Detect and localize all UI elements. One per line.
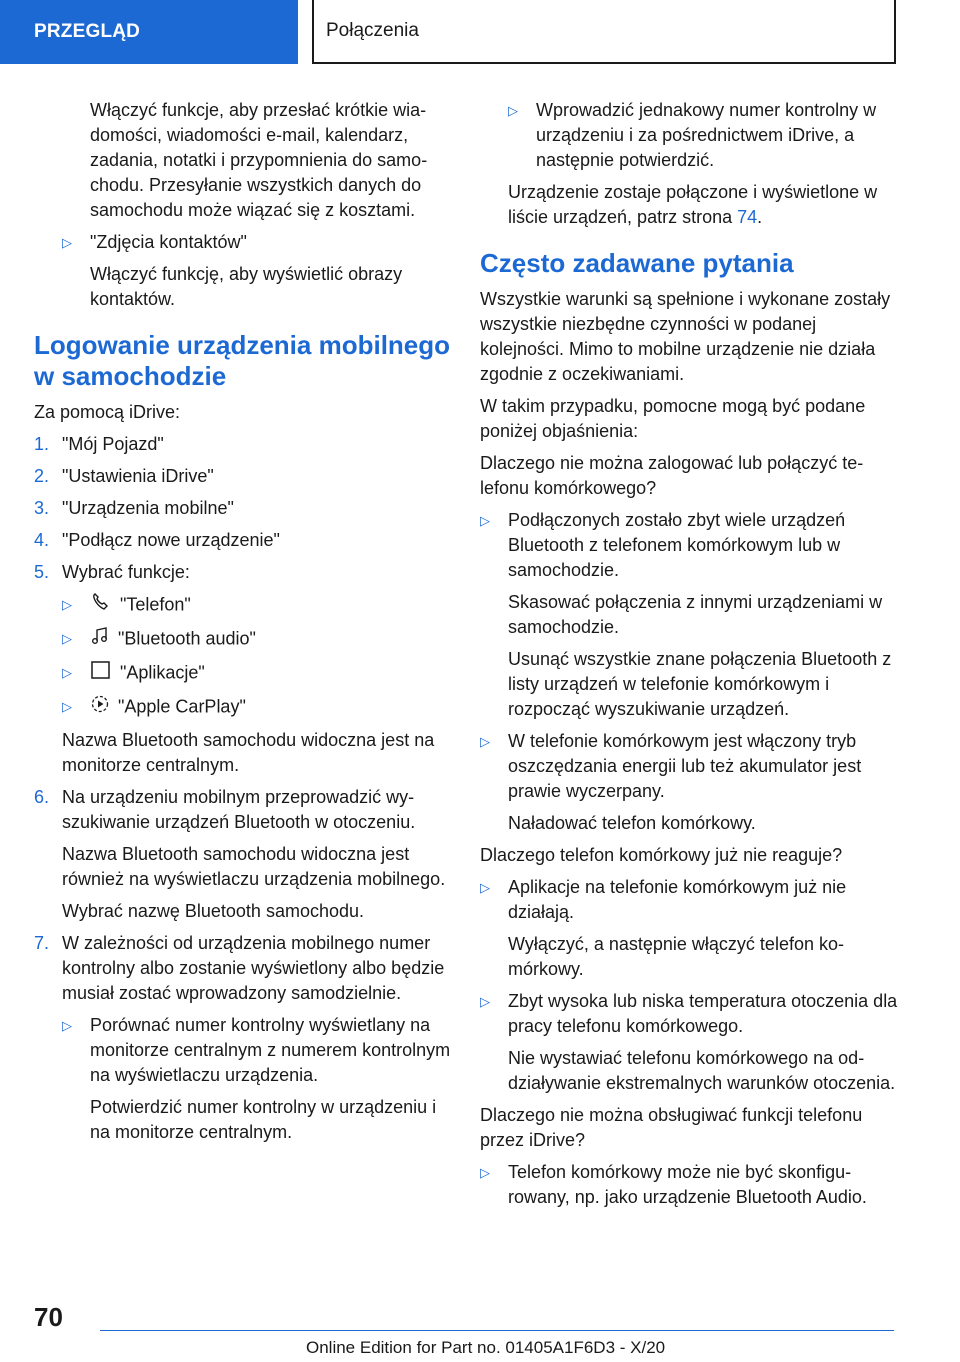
page-reference-link[interactable]: 74 bbox=[737, 207, 758, 227]
faq-question-2: Dlaczego telefon komórkowy już nie reaguje? bbox=[480, 845, 843, 865]
right-bullet-1-note: Urządzenie zostaje połączone i wyświetlone w liście urządzeń, patrz strona 74. bbox=[508, 182, 878, 227]
q2-bullet-1-note: Wyłączyć, a następnie włączyć telefon komórkowy. bbox=[508, 934, 844, 979]
triangle-bullet-icon: ▷ bbox=[480, 994, 490, 1009]
triangle-bullet-icon: ▷ bbox=[62, 699, 72, 714]
triangle-bullet-icon: ▷ bbox=[62, 631, 72, 646]
section-heading-faq: Często zadawane pytania bbox=[480, 248, 794, 278]
faq-question-1: Dlaczego nie można zalogować lub połączyć telefonu komórkowego? bbox=[480, 453, 864, 498]
triangle-bullet-icon: ▷ bbox=[62, 665, 72, 680]
step-3: 3. "Urządzenia mobilne" bbox=[34, 498, 234, 518]
triangle-bullet-icon: ▷ bbox=[62, 235, 72, 250]
via-idrive: Za pomocą iDrive: bbox=[34, 402, 181, 422]
step-2: 2. "Ustawienia iDrive" bbox=[34, 466, 214, 486]
right-bullet-1: ▷ Wprowadzić jednakowy numer kontrolny w urządzeniu i za pośrednictwem iDrive, a następnie potwierdzić. bbox=[508, 100, 877, 170]
q1-bullet-2-note: Naładować telefon komórkowy. bbox=[508, 813, 756, 833]
step-6: 6. Na urządzeniu mobilnym przeprowadzić wyszukiwanie urządzeń Bluetooth w otoczeniu. bbox=[34, 787, 416, 832]
faq-intro-2: W takim przypadku, pomocne mogą być podane poniżej objaśnienia: bbox=[480, 396, 866, 441]
faq-intro-1: Wszystkie warunki są spełnione i wykonane zostały wszystkie niezbędne czynności w podanej kolejności. Mimo to mobilne urządzenie nie działa zgodnie z oczekiwaniami. bbox=[480, 289, 891, 384]
q1-bullet-2: ▷ W telefonie komórkowym jest włączony tryb oszczędzania energii lub też akumulator jest prawie wyczerpany. bbox=[480, 731, 862, 801]
step-5: 5. Wybrać funkcje: bbox=[34, 562, 190, 582]
section-tab: PRZEGLĄD bbox=[0, 0, 298, 64]
step-4: 4. "Podłącz nowe urządzenie" bbox=[34, 530, 280, 550]
step-1: 1. "Mój Pojazd" bbox=[34, 434, 164, 454]
page-number: 70 bbox=[34, 1302, 63, 1332]
footer-edition: Online Edition for Part no. 01405A1F6D3 - X/20 bbox=[306, 1338, 666, 1357]
triangle-bullet-icon: ▷ bbox=[480, 734, 490, 749]
function-telefon: ▷ "Telefon" bbox=[62, 592, 454, 619]
step6-note-1: Nazwa Bluetooth samochodu widoczna jest również na wyświetlaczu urządzenia mobilnego. bbox=[62, 844, 446, 889]
triangle-bullet-icon: ▷ bbox=[480, 1165, 490, 1180]
q1-bullet-1-note-2: Usunąć wszystkie znane połączenia Bluetooth z listy urządzeń w telefonie komórkowym i rozpocząć wyszukiwanie urządzeń. bbox=[508, 649, 892, 719]
apps-square-icon bbox=[90, 660, 112, 687]
photo-paragraph: Włączyć funkcję, aby wyświetlić obrazy kontaktów. bbox=[90, 264, 403, 309]
phone-icon bbox=[90, 592, 112, 619]
q2-bullet-2-note: Nie wystawiać telefonu komórkowego na oddziaływanie ekstremalnych warunków otoczenia. bbox=[508, 1048, 896, 1093]
triangle-bullet-icon: ▷ bbox=[480, 513, 490, 528]
function-aplikacje: ▷ "Aplikacje" bbox=[62, 660, 454, 687]
step7-bullet-note: Potwierdzić numer kontrolny w urządzeniu i na monitorze centralnym. bbox=[90, 1097, 437, 1142]
bullet-photos bbox=[62, 230, 454, 255]
footer-divider bbox=[100, 1330, 894, 1331]
triangle-bullet-icon: ▷ bbox=[508, 103, 518, 118]
step7-bullet: ▷ Porównać numer kontrolny wyświetlany na monitorze centralnym z numerem kontrolnym na wyświetlaczu urządzenia. bbox=[62, 1015, 451, 1085]
section-heading-login: Logowanie urządzenia mobilnego w samochodzie bbox=[34, 330, 451, 391]
q1-bullet-1: ▷ Podłączonych zostało zbyt wiele urządzeń Bluetooth z telefonem komórkowym lub w samochodzie. bbox=[480, 510, 846, 580]
intro-paragraph: Włączyć funkcje, aby przesłać krótkie wiadomości, wiadomości e-mail, kalendarz, zadania, notatki i przypomnienia do samochodu. Przesyłanie wszystkich danych do samochodu może wiązać się z kosztami. bbox=[90, 100, 428, 220]
triangle-bullet-icon: ▷ bbox=[480, 880, 490, 895]
function-apple-carplay: ▷ "Apple CarPlay" bbox=[62, 694, 454, 721]
q1-bullet-1-note-1: Skasować połączenia z innymi urządzeniami w samochodzie. bbox=[508, 592, 883, 637]
bullet-text: "Zdjęcia kontaktów" bbox=[90, 232, 247, 252]
q3-bullet-1: ▷ Telefon komórkowy może nie być skonfigurowany, np. jako urządzenie Bluetooth Audio. bbox=[480, 1162, 867, 1207]
step-7: 7. W zależności od urządzenia mobilnego numer kontrolny albo zostanie wyświetlony albo będzie musiał zostać wprowadzony samodzielnie. bbox=[34, 933, 445, 1003]
left-column bbox=[34, 98, 454, 1152]
q2-bullet-1: ▷ Aplikacje na telefonie komórkowym już nie działają. bbox=[480, 877, 847, 922]
function-bluetooth-audio: ▷ "Bluetooth audio" bbox=[62, 626, 454, 653]
carplay-icon bbox=[90, 694, 110, 721]
right-column bbox=[480, 98, 900, 1217]
page-title: Połączenia bbox=[312, 0, 896, 64]
step5-note: Nazwa Bluetooth samochodu widoczna jest na monitorze centralnym. bbox=[62, 730, 435, 775]
faq-question-3: Dlaczego nie można obsługiwać funkcji telefonu przez iDrive? bbox=[480, 1105, 863, 1150]
q2-bullet-2: ▷ Zbyt wysoka lub niska temperatura otoczenia dla pracy telefonu komórkowego. bbox=[480, 991, 898, 1036]
triangle-bullet-icon: ▷ bbox=[62, 1018, 72, 1033]
music-note-icon bbox=[90, 626, 110, 653]
triangle-bullet-icon: ▷ bbox=[62, 597, 72, 612]
step6-note-2: Wybrać nazwę Bluetooth samochodu. bbox=[62, 901, 365, 921]
